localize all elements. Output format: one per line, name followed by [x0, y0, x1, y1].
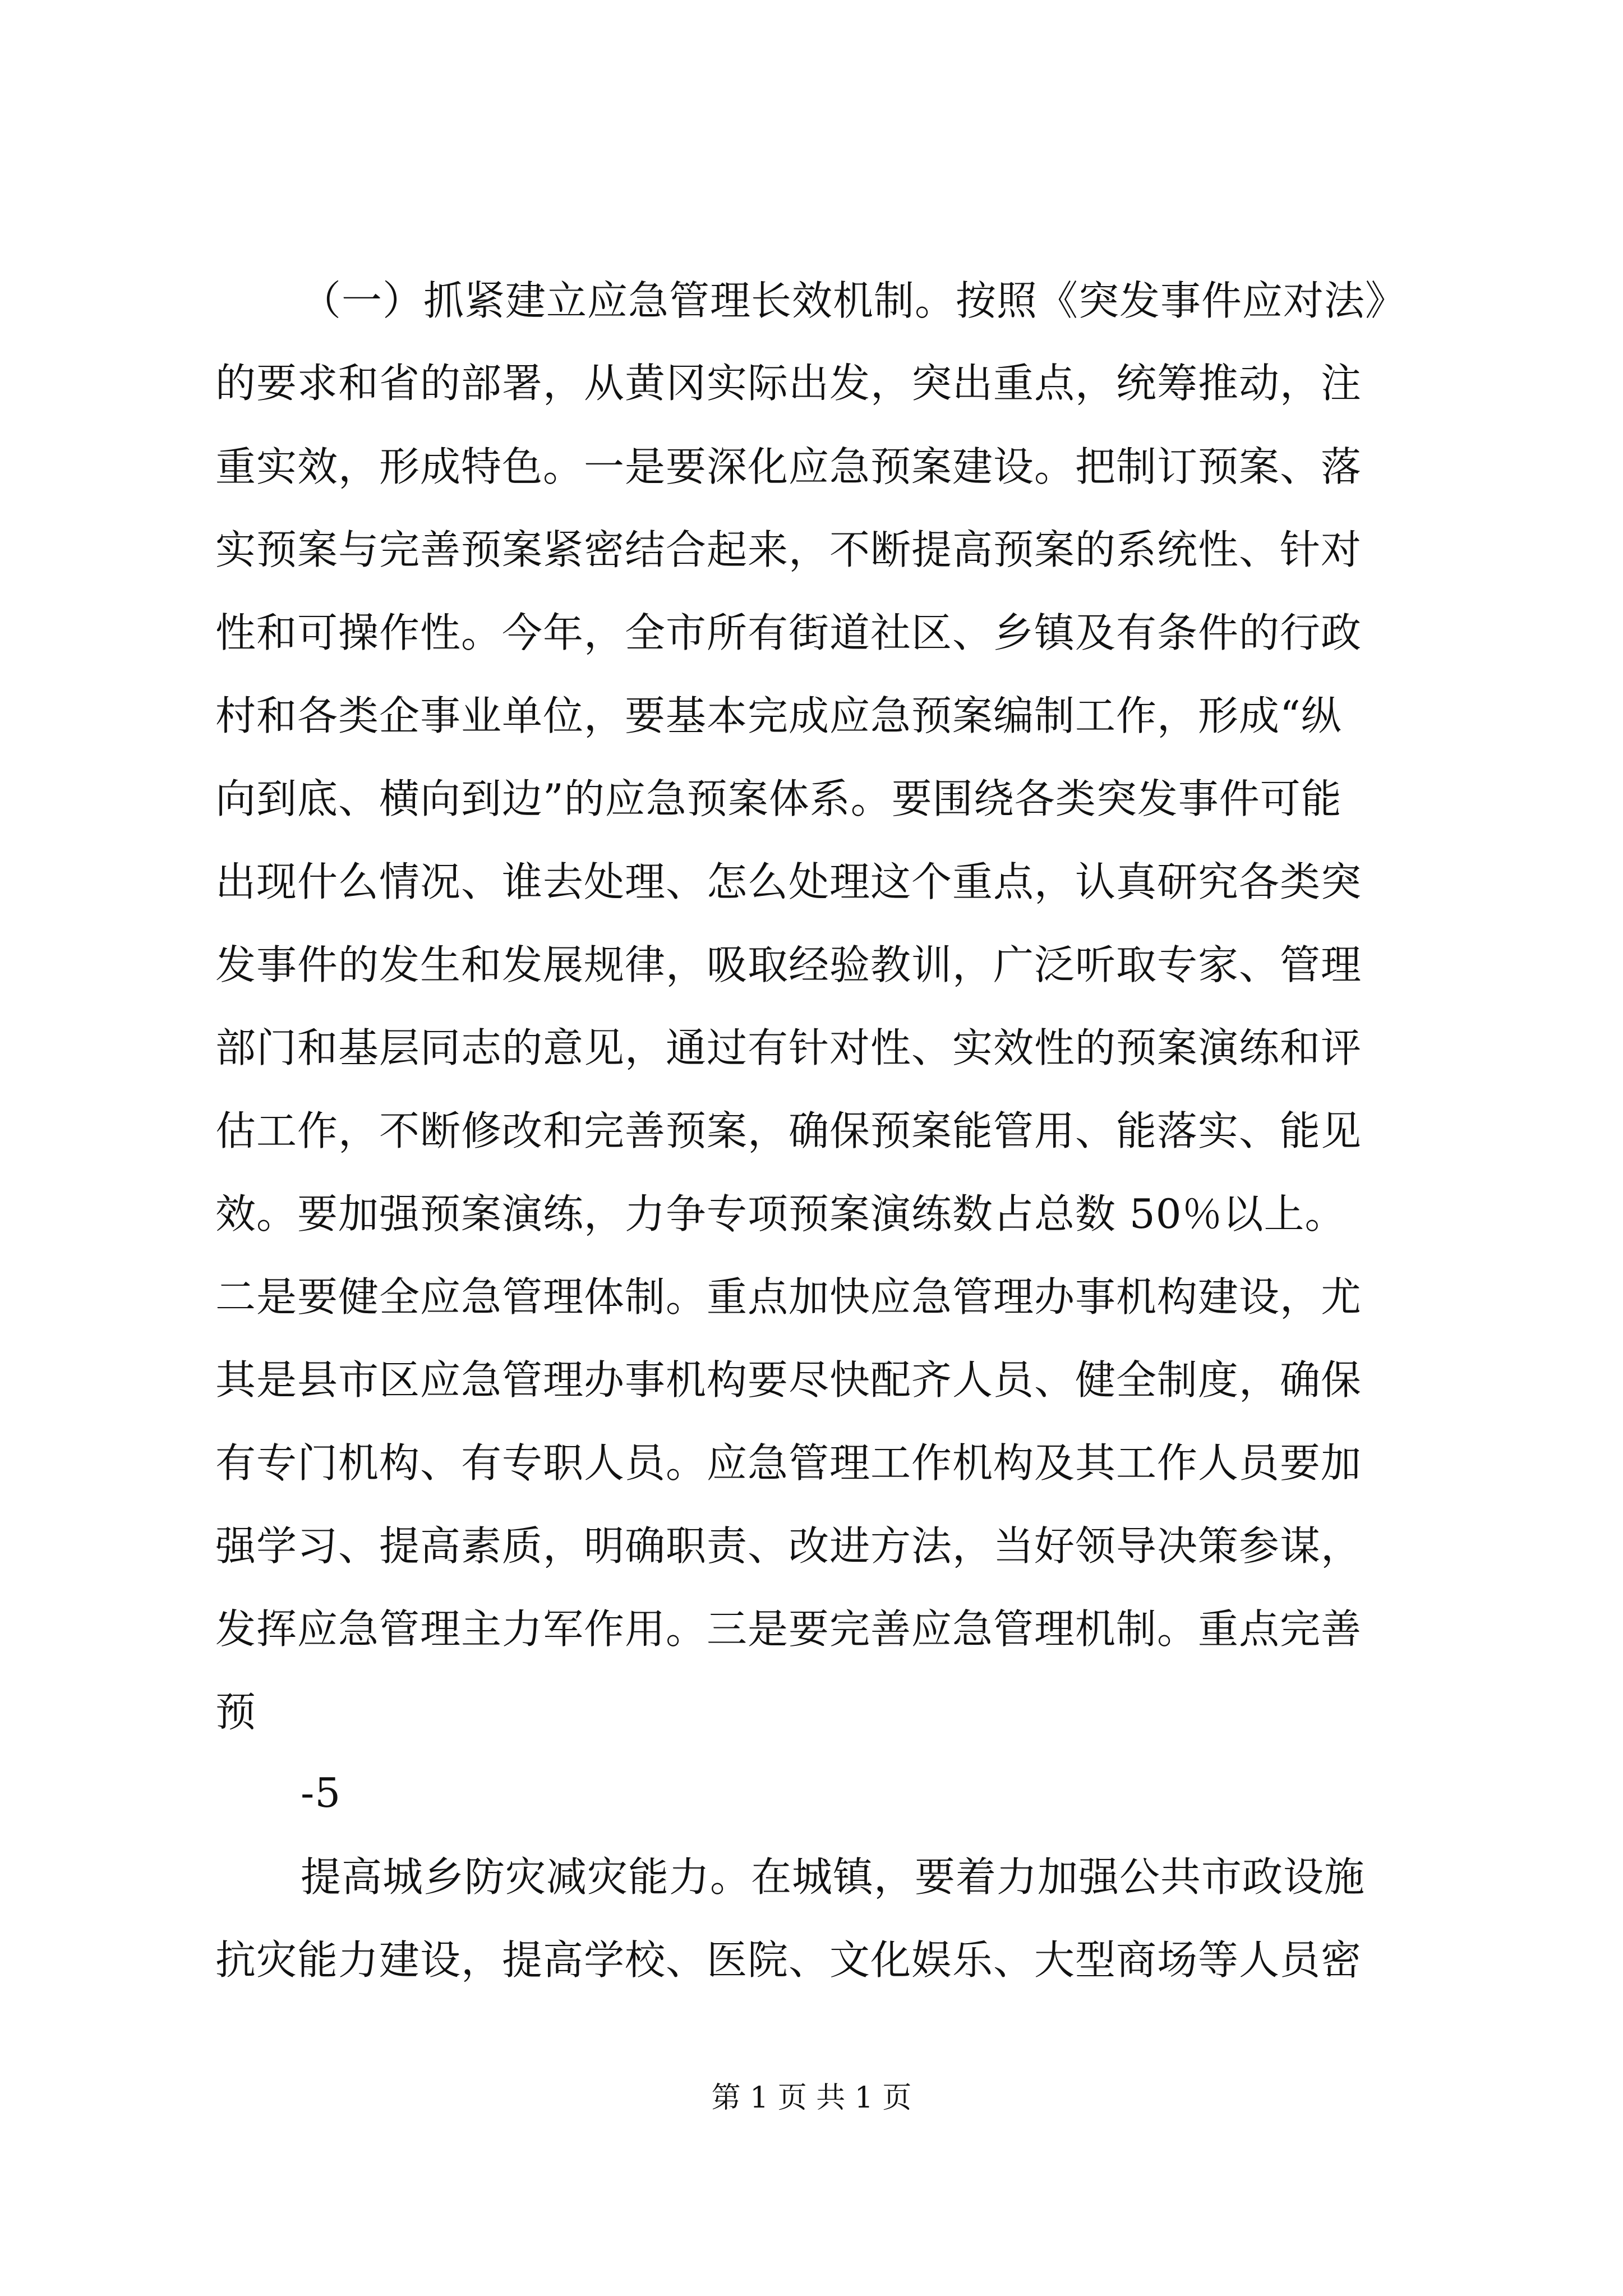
- paragraph-line: 发事件的发生和发展规律，吸取经验教训，广泛听取专家、管理: [215, 941, 1362, 988]
- paragraph-line: 村和各类企事业单位，要基本完成应急预案编制工作，形成“纵: [215, 692, 1342, 739]
- paragraph-line: 发挥应急管理主力军作用。三是要完善应急管理机制。重点完善: [215, 1605, 1362, 1653]
- paragraph-line: 有专门机构、有专职人员。应急管理工作机构及其工作人员要加: [215, 1439, 1362, 1487]
- paragraph-line: 出现什么情况、谁去处理、怎么处理这个重点，认真研究各类突: [215, 858, 1362, 905]
- paragraph-line: 强学习、提高素质，明确职责、改进方法，当好领导决策参谋，: [215, 1522, 1362, 1570]
- paragraph-line: 部门和基层同志的意见，通过有针对性、实效性的预案演练和评: [215, 1024, 1362, 1071]
- paragraph-line: 其是县市区应急管理办事机构要尽快配齐人员、健全制度，确保: [215, 1356, 1362, 1404]
- paragraph-line: 抗灾能力建设，提高学校、医院、文化娱乐、大型商场等人员密: [215, 1936, 1362, 1984]
- paragraph-line: 实预案与完善预案紧密结合起来，不断提高预案的系统性、针对: [215, 526, 1362, 573]
- paragraph-line: 的要求和省的部署，从黄冈实际出发，突出重点，统筹推动，注: [215, 360, 1362, 407]
- paragraph-line: 提高城乡防灾减灾能力。在城镇，要着力加强公共市政设施: [301, 1853, 1366, 1901]
- paragraph-line: 效。要加强预案演练，力争专项预案演练数占总数 50％以上。: [215, 1190, 1346, 1237]
- paragraph-line: 二是要健全应急管理体制。重点加快应急管理办事机构建设，尤: [215, 1273, 1362, 1320]
- paragraph-line: 向到底、横向到边”的应急预案体系。要围绕各类突发事件可能: [215, 775, 1342, 822]
- page-marker: -5: [301, 1769, 342, 1816]
- paragraph-line: 估工作，不断修改和完善预案，确保预案能管用、能落实、能见: [215, 1107, 1362, 1154]
- paragraph-line: 预: [215, 1688, 257, 1736]
- paragraph-line: 性和可操作性。今年，全市所有街道社区、乡镇及有条件的行政: [215, 609, 1362, 656]
- paragraph-line: （一）抓紧建立应急管理长效机制。按照《突发事件应对法》: [301, 277, 1407, 324]
- page-footer: 第 1 页 共 1 页: [711, 2081, 912, 2115]
- paragraph-line: 重实效，形成特色。一是要深化应急预案建设。把制订预案、落: [215, 443, 1362, 490]
